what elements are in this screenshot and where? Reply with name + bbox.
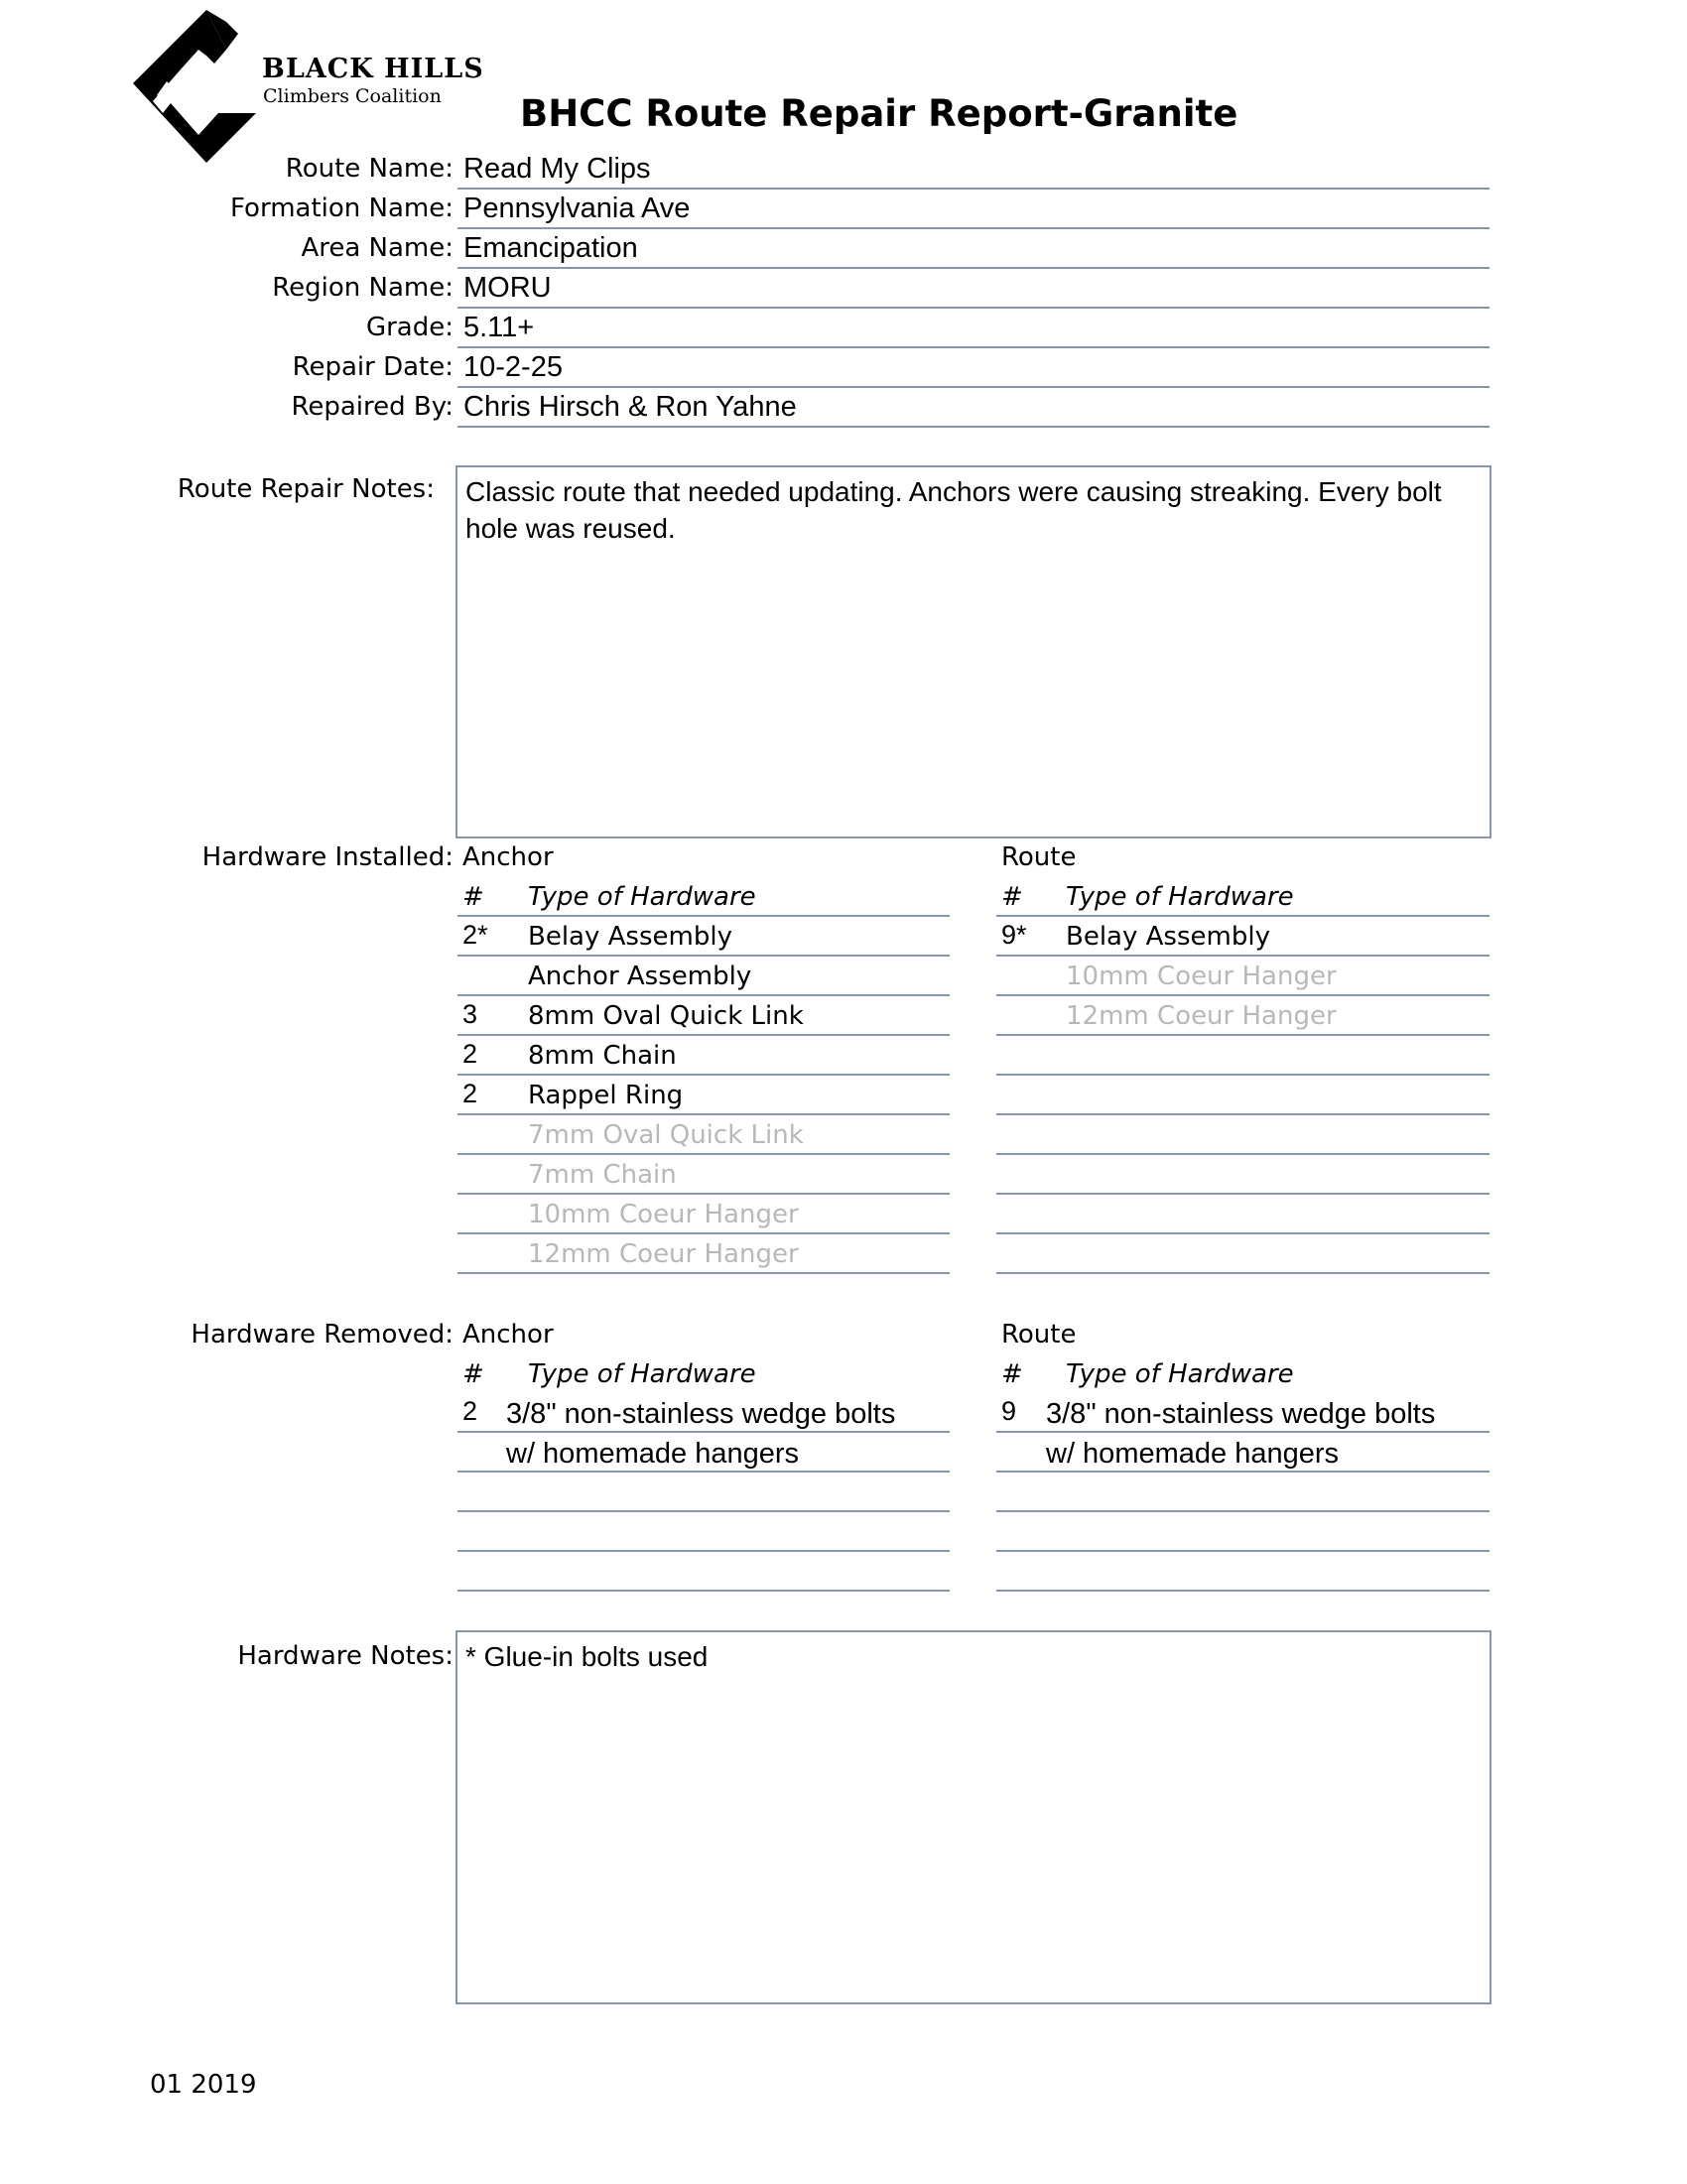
formation-name-value: Pennsylvania Ave [463,193,691,224]
installed-route-row-underline [996,994,1490,996]
formation-name-label: Formation Name: [230,193,454,223]
installed-anchor-row-underline [457,1113,950,1115]
removed-anchor-row-number: 2 [462,1396,478,1426]
removed-anchor-row-underline [457,1510,950,1512]
installed-anchor-row-type: 7mm Chain [528,1160,677,1190]
removed-route-row-underline [996,1590,1490,1592]
installed-anchor-row-underline [457,1232,950,1234]
repair-date-label: Repair Date: [292,352,454,382]
installed-anchor-row-type: 8mm Chain [528,1041,677,1071]
installed-anchor-row-number: 2 [462,1079,478,1108]
installed-route-row-underline [996,1232,1490,1234]
region-name-label: Region Name: [272,273,454,303]
installed-route-header-underline [996,915,1490,917]
installed-anchor-row-type: Belay Assembly [528,922,732,952]
removed-anchor-row-type: w/ homemade hangers [506,1438,799,1470]
route-name-underline [457,188,1490,190]
repaired-by-label: Repaired By: [291,392,454,422]
installed-anchor-row-type: 8mm Oval Quick Link [528,1001,804,1031]
installed-route-row-underline [996,1034,1490,1036]
installed-route-row-underline [996,1153,1490,1155]
installed-anchor-row-underline [457,955,950,957]
installed-route-row-underline [996,1272,1490,1274]
removed-route-num-header: # [1001,1359,1023,1389]
removed-route-row-underline [996,1550,1490,1552]
removed-anchor-row-type: 3/8" non-stainless wedge bolts [506,1398,896,1430]
hardware-removed-label: Hardware Removed: [191,1320,454,1349]
installed-route-type-header: Type of Hardware [1066,882,1294,912]
hardware-installed-label: Hardware Installed: [201,842,454,872]
removed-route-row-underline [996,1431,1490,1433]
repair-date-underline [457,386,1490,388]
installed-anchor-row-type: 7mm Oval Quick Link [528,1120,804,1150]
formation-name-underline [457,227,1490,229]
area-name-underline [457,267,1490,269]
installed-anchor-row-type: Rappel Ring [528,1081,684,1110]
logo-name: BLACK HILLS [262,54,484,84]
installed-route-row-underline [996,1074,1490,1076]
removed-route-row-underline [996,1510,1490,1512]
repaired-by-value: Chris Hirsch & Ron Yahne [463,391,797,423]
removed-route-row-number: 9 [1001,1396,1017,1426]
removed-anchor-num-header: # [462,1359,484,1389]
route-name-label: Route Name: [285,154,454,184]
route-name-value: Read My Clips [463,153,651,185]
installed-route-row-underline [996,1113,1490,1115]
installed-route-row-number: 9* [1001,920,1027,950]
grade-label: Grade: [365,313,454,342]
installed-anchor-row-number: 2 [462,1039,478,1069]
removed-anchor-row-underline [457,1431,950,1433]
logo-mark-icon [127,4,266,173]
installed-route-row-type: Belay Assembly [1066,922,1270,952]
page-title: BHCC Route Repair Report-Granite [520,92,1238,135]
repair-date-value: 10-2-25 [463,351,563,383]
installed-anchor-row-underline [457,1074,950,1076]
removed-route-heading: Route [1001,1320,1077,1349]
footer-version: 01 2019 [150,2070,257,2100]
region-name-value: MORU [463,272,552,304]
removed-anchor-row-underline [457,1590,950,1592]
area-name-value: Emancipation [463,232,638,264]
route-repair-notes-label: Route Repair Notes: [177,474,435,504]
area-name-label: Area Name: [301,233,454,263]
removed-route-row-underline [996,1471,1490,1473]
region-name-underline [457,307,1490,309]
removed-anchor-heading: Anchor [462,1320,554,1349]
grade-value: 5.11+ [463,312,535,343]
installed-anchor-type-header: Type of Hardware [528,882,756,912]
installed-route-row-type: 10mm Coeur Hanger [1066,962,1337,991]
installed-route-row-underline [996,1193,1490,1195]
installed-anchor-heading: Anchor [462,842,554,872]
installed-route-num-header: # [1001,882,1023,912]
removed-route-row-type: 3/8" non-stainless wedge bolts [1046,1398,1436,1430]
removed-route-type-header: Type of Hardware [1066,1359,1294,1389]
installed-route-row-underline [996,955,1490,957]
installed-anchor-num-header: # [462,882,484,912]
installed-route-row-type: 12mm Coeur Hanger [1066,1001,1337,1031]
installed-route-heading: Route [1001,842,1077,872]
hardware-notes-label: Hardware Notes: [237,1641,454,1671]
removed-anchor-type-header: Type of Hardware [528,1359,756,1389]
installed-anchor-row-underline [457,994,950,996]
removed-anchor-row-underline [457,1550,950,1552]
logo-subtitle: Climbers Coalition [263,85,442,107]
installed-anchor-row-type: 12mm Coeur Hanger [528,1239,799,1269]
installed-anchor-row-type: 10mm Coeur Hanger [528,1200,799,1229]
installed-anchor-row-number: 3 [462,999,478,1029]
installed-anchor-row-underline [457,1153,950,1155]
grade-underline [457,346,1490,348]
hardware-notes-box: * Glue-in bolts used [455,1630,1492,2004]
removed-route-row-type: w/ homemade hangers [1046,1438,1339,1470]
removed-anchor-row-underline [457,1471,950,1473]
installed-anchor-row-underline [457,1034,950,1036]
logo [127,4,484,173]
installed-anchor-header-underline [457,915,950,917]
installed-anchor-row-type: Anchor Assembly [528,962,752,991]
installed-anchor-row-underline [457,1193,950,1195]
repaired-by-underline [457,426,1490,428]
installed-anchor-row-number: 2* [462,920,488,950]
route-repair-notes-box: Classic route that needed updating. Anchors were causing streaking. Every bolt hole was reused. [455,465,1492,838]
installed-anchor-row-underline [457,1272,950,1274]
